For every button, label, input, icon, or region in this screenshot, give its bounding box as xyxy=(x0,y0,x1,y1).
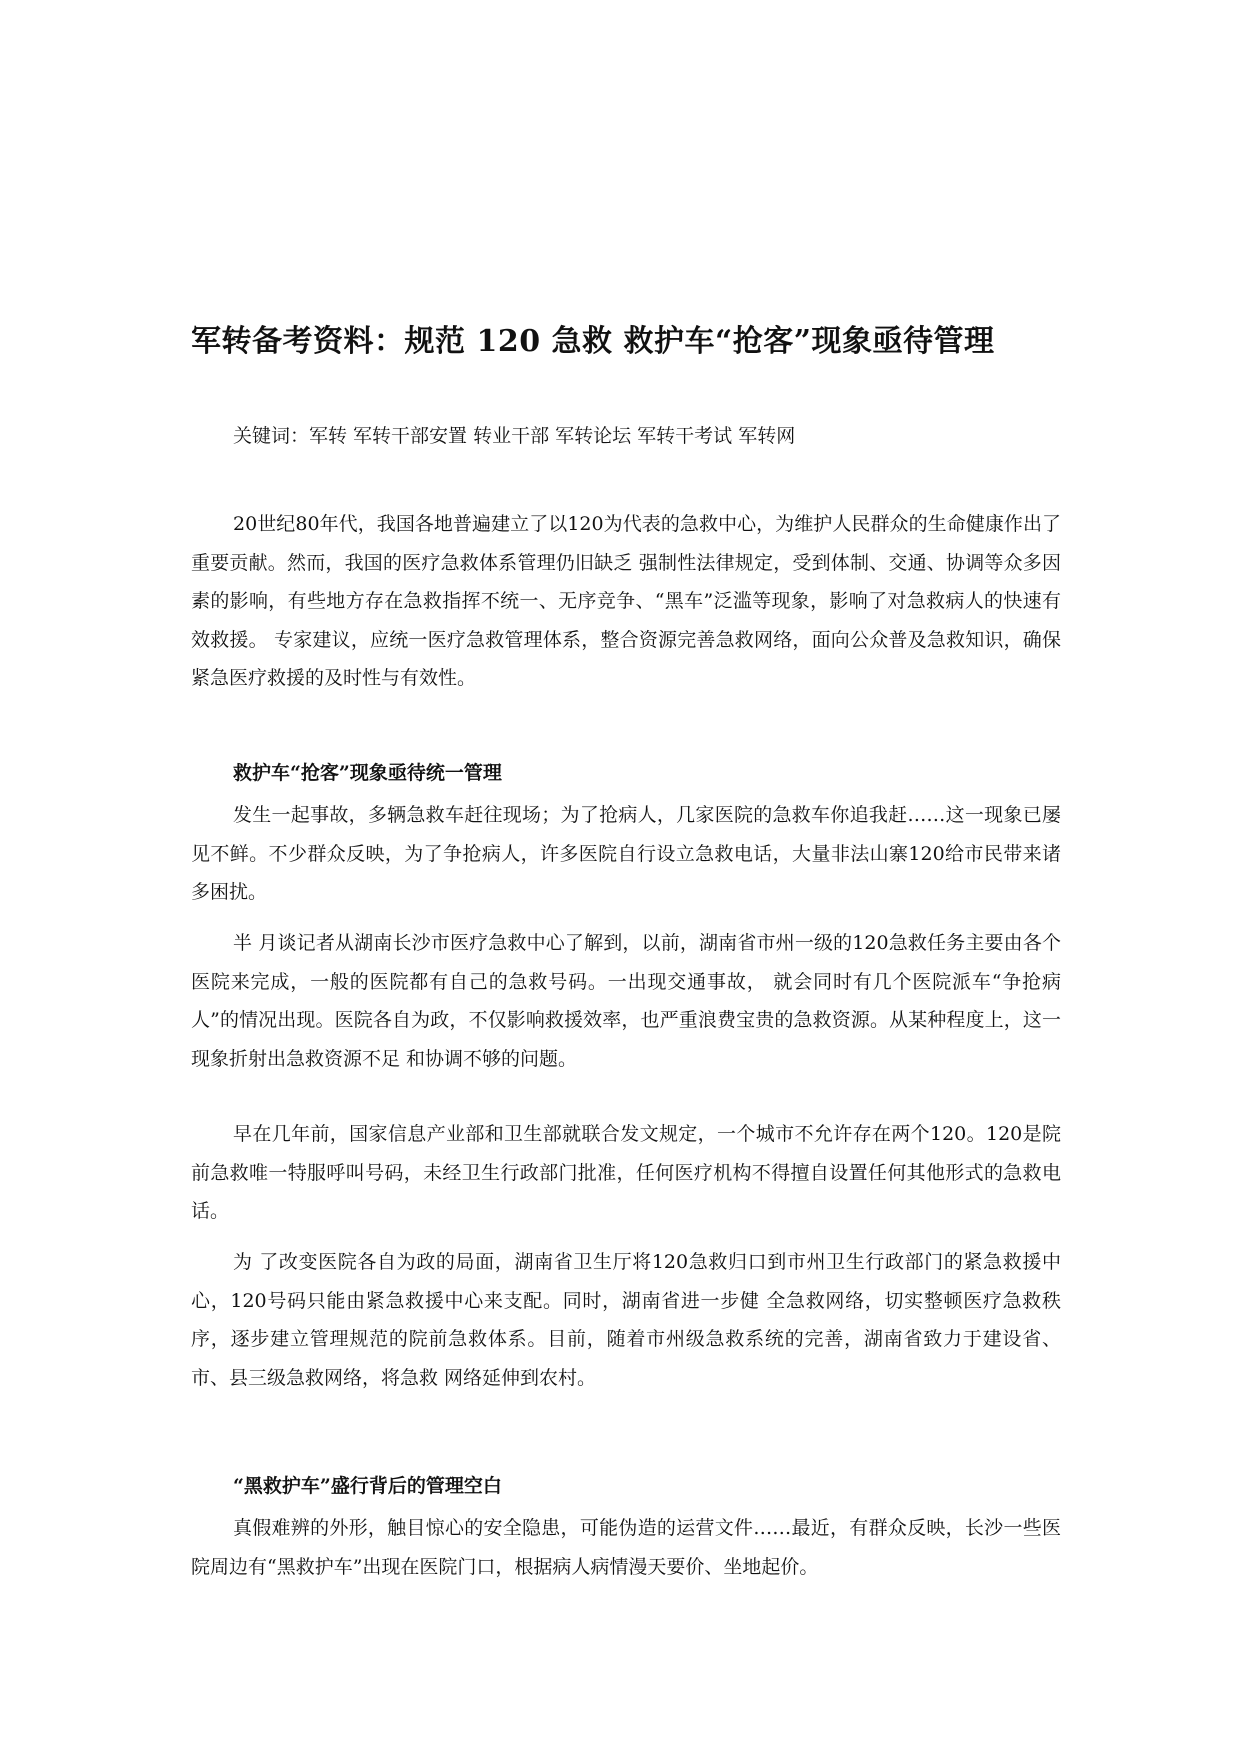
document-title: 军转备考资料：规范 120 急救 救护车“抢客”现象亟待管理 xyxy=(191,324,995,359)
section2-paragraph-1: 真假难辨的外形，触目惊心的安全隐患，可能伪造的运营文件……最近，有群众反映，长沙一些医院周边有“黑救护车”出现在医院门口，根据病人病情漫天要价、坐地起价。 xyxy=(191,1517,1061,1578)
section-heading-ambulance-competition: 救护车“抢客”现象亟待统一管理 xyxy=(233,762,502,784)
section1-paragraph-1: 发生一起事故，多辆急救车赶往现场；为了抢病人，几家医院的急救车你追我赶……这一现象已屡见不鲜。不少群众反映，为了争抢病人，许多医院自行设立急救电话，大量非法山寨120给市民带来诸多困扰。 xyxy=(191,804,1061,903)
section-heading-black-ambulance: “黑救护车”盛行背后的管理空白 xyxy=(233,1475,502,1497)
section1-paragraph-3: 早在几年前，国家信息产业部和卫生部就联合发文规定，一个城市不允许存在两个120。120是院前急救唯一特服呼叫号码，未经卫生行政部门批准，任何医疗机构不得擅自设置任何其他形式的急救电话。 xyxy=(191,1123,1061,1222)
section1-paragraph-2: 半 月谈记者从湖南长沙市医疗急救中心了解到，以前，湖南省市州一级的120急救任务主要由各个医院来完成，一般的医院都有自己的急救号码。一出现交通事故， 就会同时有几个医院派车“争抢病人”的情况出现。医院各自为政，不仅影响救援效率，也严重浪费宝贵的急救资源。从某种程度上，这一现象折射出急救资源不足 和协调不够的问题。 xyxy=(191,932,1061,1070)
section1-paragraph-4: 为 了改变医院各自为政的局面，湖南省卫生厅将120急救归口到市州卫生行政部门的紧急救援中心，120号码只能由紧急救援中心来支配。同时，湖南省进一步健 全急救网络，切实整顿医疗急救秩序，逐步建立管理规范的院前急救体系。目前，随着市州级急救系统的完善，湖南省致力于建设省、市、县三级急救网络，将急救 网络延伸到农村。 xyxy=(191,1251,1061,1389)
keywords-line: 关键词：军转 军转干部安置 转业干部 军转论坛 军转干考试 军转网 xyxy=(233,425,796,447)
intro-paragraph: 20世纪80年代，我国各地普遍建立了以120为代表的急救中心，为维护人民群众的生命健康作出了重要贡献。然而，我国的医疗急救体系管理仍旧缺乏 强制性法律规定，受到体制、交通、协调等众多因素的影响，有些地方存在急救指挥不统一、无序竞争、“黑车”泛滥等现象，影响了对急救病人的快速有效救援。 专家建议，应统一医疗急救管理体系，整合资源完善急救网络，面向公众普及急救知识，确保紧急医疗救援的及时性与有效性。 xyxy=(191,513,1061,689)
